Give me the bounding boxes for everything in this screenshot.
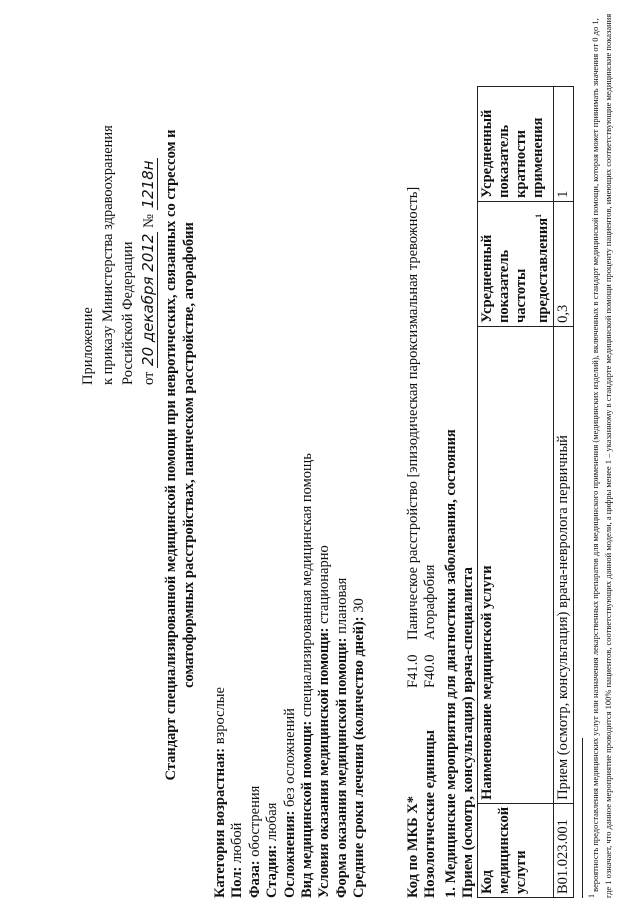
date-prefix: от	[141, 371, 157, 385]
meta-row	[282, 453, 299, 898]
meta-label: Фаза:	[246, 860, 263, 898]
icd-row	[405, 187, 422, 898]
meta-value: 30	[351, 598, 368, 617]
title-line-2: соматоформных расстройствах, паническом расстройстве, агорафобии	[181, 222, 197, 688]
footnote-text: вероятность предоставления медицинских услуг или назначения лекарственных препаратов для медицинского применения (медицинских изделий), включенных в стандарт медицинской помощи, которая может принимать значения от 0 до 1, где 1 означает, что данное мероприятие проводится 100% пациентов, соответствующих данной модели, а цифры менее 1 – указанному в стандарте медицинской помощи проценту пациентов, имеющих соответствующие медицинские показания	[589, 13, 613, 898]
appendix-line-3: Российской Федерации	[120, 241, 136, 385]
number-prefix: №	[141, 214, 157, 228]
icd-code: F40.0	[422, 654, 439, 688]
meta-row	[351, 453, 368, 898]
footnote-number: 1	[587, 894, 596, 898]
meta-label: Вид медицинской помощи:	[299, 720, 316, 898]
table-row	[553, 86, 573, 897]
meta-label: Форма оказания медицинской помощи:	[333, 637, 350, 898]
footnote-divider	[582, 738, 583, 898]
handwritten-number: 1218н	[139, 160, 157, 209]
meta-label: Пол:	[229, 866, 246, 898]
cell-code: B01.023.001	[553, 803, 573, 897]
icd-name: Агорафобия	[422, 564, 439, 640]
meta-value: специализированная медицинская помощь	[299, 453, 316, 721]
meta-row	[334, 453, 351, 898]
meta-label: Условия оказания медицинской помощи:	[316, 627, 333, 898]
meta-row	[229, 453, 246, 898]
header-frequency	[478, 201, 554, 326]
appendix-header	[78, 125, 159, 385]
cell-frequency: 0,3	[553, 201, 573, 326]
appendix-line-1: Приложение	[80, 307, 96, 385]
cell-name: Прием (осмотр, консультация) врача-невролога первичный	[553, 326, 573, 803]
meta-value: взрослые	[212, 687, 228, 748]
standard-title	[162, 25, 198, 885]
meta-value: без осложнений	[281, 708, 298, 811]
footnote	[585, 8, 615, 898]
meta-label: Стадия:	[264, 844, 281, 898]
icd-codes	[405, 187, 440, 898]
footnote-ref: 1	[534, 213, 543, 218]
meta-label: Средние сроки лечения (количество дней):	[351, 616, 368, 898]
meta-value: стационарно	[316, 545, 333, 628]
meta-value: плановая	[333, 577, 350, 638]
meta-value: любая	[264, 802, 281, 845]
meta-row	[264, 453, 281, 898]
icd-code: F41.0	[405, 654, 421, 688]
icd-name: Паническое расстройство [эпизодическая пароксизмальная тревожность]	[405, 186, 421, 640]
meta-label: Осложнения:	[281, 810, 298, 898]
meta-list	[212, 453, 369, 898]
section-subtitle: Прием (осмотр, консультация) врача-специалиста	[460, 567, 476, 898]
header-multiplicity: Усредненный показатель кратности применения	[478, 86, 554, 201]
handwritten-date: 20 декабря 2012	[139, 233, 157, 366]
header-name: Наименование медицинской услуги	[478, 326, 554, 803]
icd-label: Код по МКБ X*	[405, 796, 421, 898]
meta-label: Категория возрастная:	[212, 747, 228, 898]
title-line-1: Стандарт специализированной медицинской помощи при невротических, связанных со стрессом и	[163, 129, 179, 781]
meta-value: любой	[229, 822, 246, 867]
nosology-label: Нозологические единицы	[422, 730, 439, 898]
icd-row	[422, 187, 439, 898]
services-table	[477, 86, 574, 898]
header-frequency-label: Усредненный показатель частоты предоставления	[479, 217, 551, 323]
appendix-line-2: к приказу Министерства здравоохранения	[100, 125, 116, 385]
section-title: 1. Медицинские мероприятия для диагностики заболевания, состояния	[443, 429, 459, 898]
meta-row	[316, 453, 333, 898]
appendix-date-line	[138, 125, 159, 385]
meta-row	[212, 453, 229, 898]
meta-row	[247, 453, 264, 898]
cell-multiplicity: 1	[553, 86, 573, 201]
table-header-row	[478, 86, 554, 897]
header-code: Код медицинской услуги	[478, 803, 554, 897]
meta-row	[299, 453, 316, 898]
meta-value: обострения	[246, 785, 263, 861]
